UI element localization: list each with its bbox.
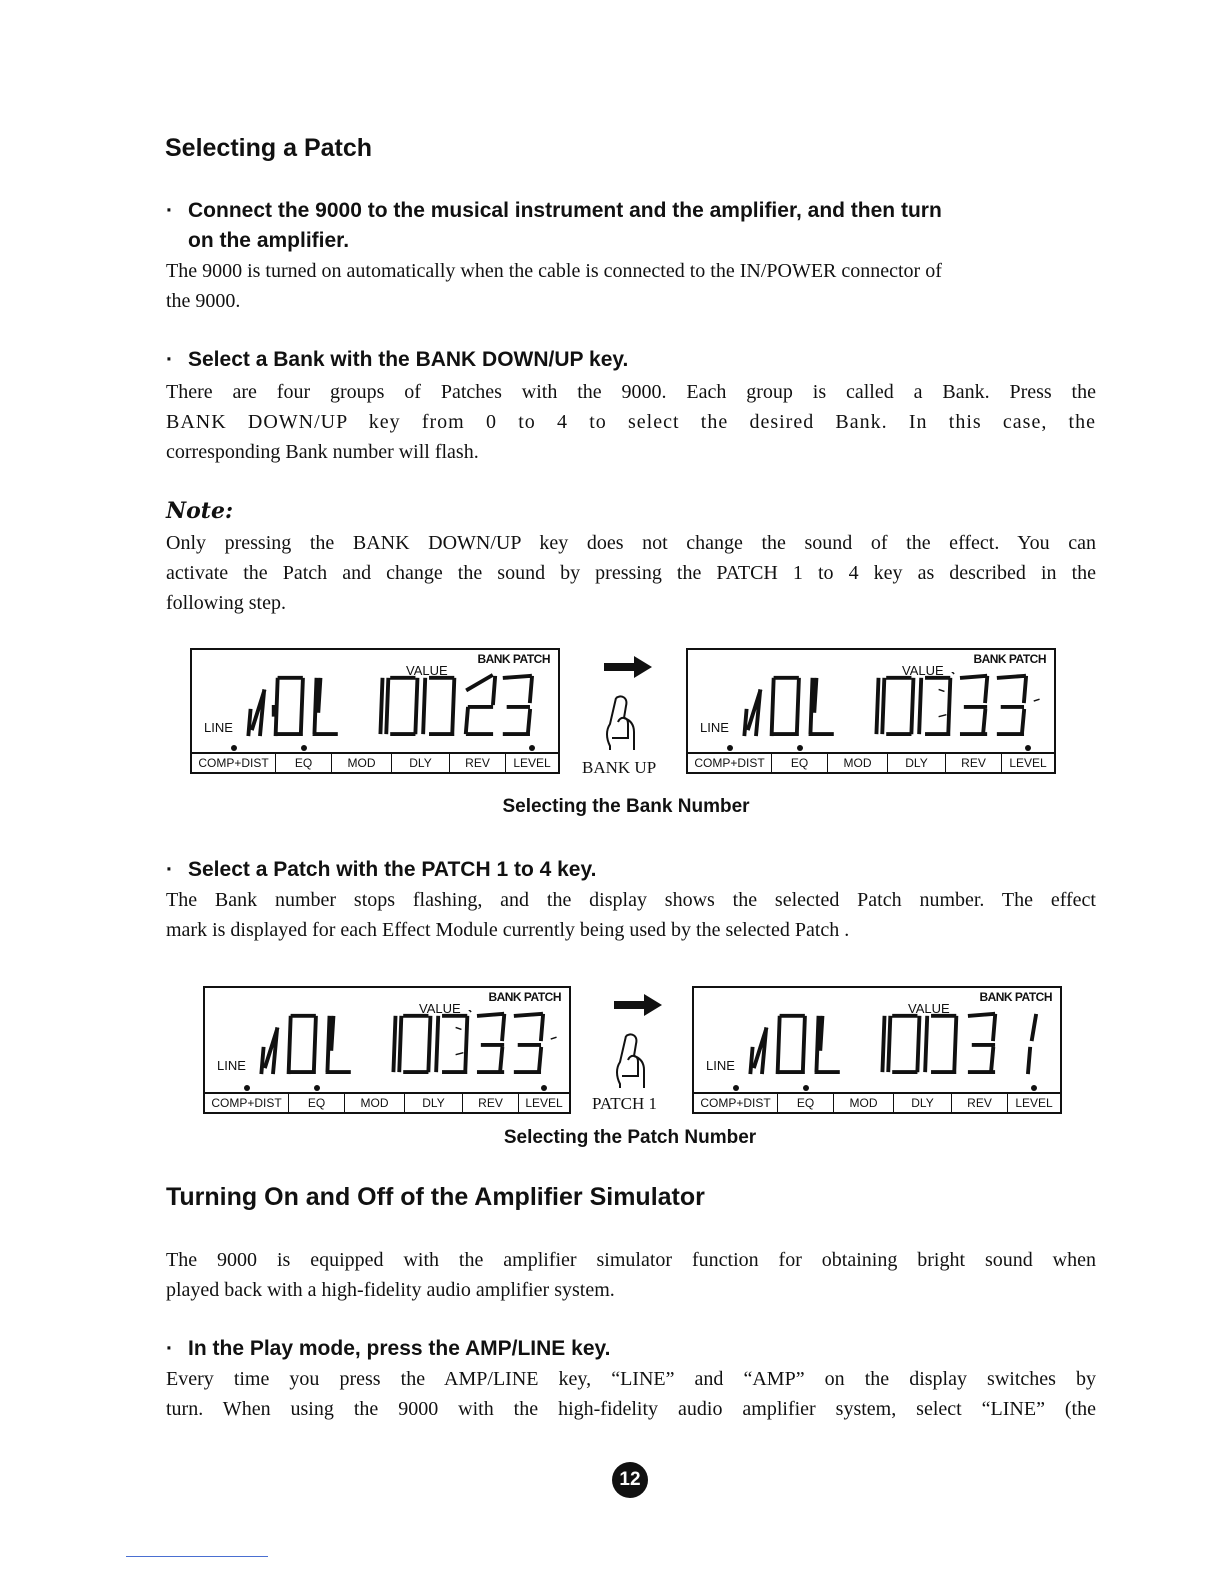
- module-level: LEVEL: [1002, 754, 1054, 772]
- effect-mark: [314, 1085, 320, 1091]
- step-connect-body-line1: The 9000 is turned on automatically when the cable is connected to the IN/POWER connector of: [166, 260, 942, 282]
- lcd-display-bank-after: [686, 648, 1056, 774]
- lcd-readout-vol-00-33: [255, 1010, 565, 1076]
- value-label: VALUE: [902, 663, 944, 678]
- effect-mark: [727, 745, 733, 751]
- bank-patch-label: BANK PATCH: [477, 652, 550, 666]
- module-rev: REV: [946, 754, 1002, 772]
- module-mod: MOD: [332, 754, 392, 772]
- effect-mark: [301, 745, 307, 751]
- value-label: VALUE: [908, 1001, 950, 1016]
- module-level: LEVEL: [519, 1094, 569, 1112]
- step-bank-body-line2: BANK DOWN/UP key from 0 to 4 to select the desired Bank. In this case, the: [166, 411, 1096, 433]
- lcd-display-patch-before: [203, 986, 571, 1114]
- module-comp-dist: COMP+DIST: [192, 754, 276, 772]
- note-body-line1: Only pressing the BANK DOWN/UP key does not change the sound of the effect. You can: [166, 532, 1096, 554]
- effect-mark: [244, 1085, 250, 1091]
- step-connect-heading-line1: Connect the 9000 to the musical instrument and the amplifier, and then turn: [188, 199, 942, 222]
- figure-caption-bank: Selecting the Bank Number: [502, 796, 750, 817]
- module-dly: DLY: [405, 1094, 463, 1112]
- value-label: VALUE: [419, 1001, 461, 1016]
- section-title-amp-simulator: Turning On and Off of the Amplifier Simulator: [166, 1183, 705, 1211]
- bullet: ·: [166, 199, 173, 222]
- effect-mark: [1031, 1085, 1037, 1091]
- page-number-badge: 12: [612, 1462, 648, 1498]
- step-bank-body-line1: There are four groups of Patches with the 9000. Each group is called a Bank. Press the: [166, 381, 1096, 403]
- effect-module-row: [688, 752, 1054, 772]
- note-label: Note:: [166, 498, 234, 524]
- bank-patch-label: BANK PATCH: [488, 990, 561, 1004]
- lcd-readout-vol-00-23: [242, 672, 552, 738]
- step-bank-body-line3: corresponding Bank number will flash.: [166, 441, 479, 463]
- right-arrow-icon: [604, 656, 652, 678]
- right-arrow-icon: [614, 994, 662, 1016]
- figure-caption-patch: Selecting the Patch Number: [503, 1127, 757, 1148]
- module-rev: REV: [952, 1094, 1008, 1112]
- effect-mark: [541, 1085, 547, 1091]
- bullet: ·: [166, 858, 173, 881]
- section-title-selecting-patch: Selecting a Patch: [165, 134, 373, 162]
- bullet: ·: [166, 348, 173, 371]
- step-amp-line-body: [166, 1364, 1096, 1424]
- effect-mark: [797, 745, 803, 751]
- module-mod: MOD: [828, 754, 888, 772]
- note-body-line2: activate the Patch and change the sound by pressing the PATCH 1 to 4 key as described in the: [166, 562, 1096, 584]
- step-bank-body: [166, 377, 1096, 467]
- value-label: VALUE: [406, 663, 448, 678]
- finger-press-icon: [614, 1032, 650, 1090]
- module-mod: MOD: [345, 1094, 405, 1112]
- lcd-display-patch-after: [692, 986, 1062, 1114]
- step-amp-line-body-line2: turn. When using the 9000 with the high-fidelity audio amplifier system, select “LINE” (the: [166, 1398, 1096, 1420]
- amp-intro: [166, 1245, 1096, 1305]
- module-comp-dist: COMP+DIST: [205, 1094, 289, 1112]
- step-amp-line-heading: [166, 1334, 1106, 1364]
- effect-module-row: [694, 1092, 1060, 1112]
- module-mod: MOD: [834, 1094, 894, 1112]
- effect-mark: [529, 745, 535, 751]
- amp-intro-line2: played back with a high-fidelity audio amplifier system.: [166, 1279, 615, 1301]
- line-label: LINE: [204, 720, 233, 735]
- amp-intro-line1: The 9000 is equipped with the amplifier simulator function for obtaining bright sound when: [166, 1249, 1096, 1271]
- module-comp-dist: COMP+DIST: [694, 1094, 778, 1112]
- step-bank-heading-text: Select a Bank with the BANK DOWN/UP key.: [188, 348, 629, 371]
- bank-patch-label: BANK PATCH: [979, 990, 1052, 1004]
- key-label-bank-up: BANK UP: [582, 758, 657, 777]
- module-eq: EQ: [276, 754, 332, 772]
- finger-press-icon: [604, 694, 640, 752]
- effect-module-row: [205, 1092, 569, 1112]
- note-body: [166, 528, 1096, 618]
- module-rev: REV: [450, 754, 506, 772]
- bank-patch-label: BANK PATCH: [973, 652, 1046, 666]
- step-patch-heading-text: Select a Patch with the PATCH 1 to 4 key.: [188, 858, 597, 881]
- module-rev: REV: [463, 1094, 519, 1112]
- step-connect-body-line2: the 9000.: [166, 290, 241, 312]
- key-label-patch-1: PATCH 1: [592, 1094, 658, 1113]
- step-connect-heading: [166, 196, 1106, 256]
- effect-mark: [733, 1085, 739, 1091]
- step-amp-line-body-line1: Every time you press the AMP/LINE key, “LINE” and “AMP” on the display switches by: [166, 1368, 1096, 1390]
- step-patch-heading: [166, 855, 1106, 885]
- module-level: LEVEL: [506, 754, 558, 772]
- line-label: LINE: [706, 1058, 735, 1073]
- module-eq: EQ: [772, 754, 828, 772]
- step-connect-body: [166, 256, 1098, 316]
- lcd-readout-vol-00-31: [744, 1010, 1054, 1076]
- line-label: LINE: [700, 720, 729, 735]
- step-bank-heading: [166, 345, 1106, 375]
- step-connect-heading-line2: on the amplifier.: [188, 229, 350, 252]
- effect-mark: [231, 745, 237, 751]
- line-label: LINE: [217, 1058, 246, 1073]
- lcd-readout-vol-00-33: [738, 672, 1048, 738]
- step-patch-body-line2: mark is displayed for each Effect Module currently being used by the selected Patch .: [166, 919, 850, 941]
- step-patch-body-line1: The Bank number stops flashing, and the display shows the selected Patch number. The effect: [166, 889, 1096, 911]
- module-eq: EQ: [778, 1094, 834, 1112]
- module-eq: EQ: [289, 1094, 345, 1112]
- step-amp-line-heading-text: In the Play mode, press the AMP/LINE key.: [188, 1337, 611, 1360]
- effect-mark: [1025, 745, 1031, 751]
- step-patch-body: [166, 885, 1096, 945]
- module-level: LEVEL: [1008, 1094, 1060, 1112]
- module-comp-dist: COMP+DIST: [688, 754, 772, 772]
- module-dly: DLY: [894, 1094, 952, 1112]
- footer-rule: [126, 1556, 268, 1557]
- bullet: ·: [166, 1337, 173, 1360]
- note-body-line3: following step.: [166, 592, 286, 614]
- module-dly: DLY: [392, 754, 450, 772]
- effect-mark: [803, 1085, 809, 1091]
- effect-module-row: [192, 752, 558, 772]
- lcd-display-bank-before: [190, 648, 560, 774]
- module-dly: DLY: [888, 754, 946, 772]
